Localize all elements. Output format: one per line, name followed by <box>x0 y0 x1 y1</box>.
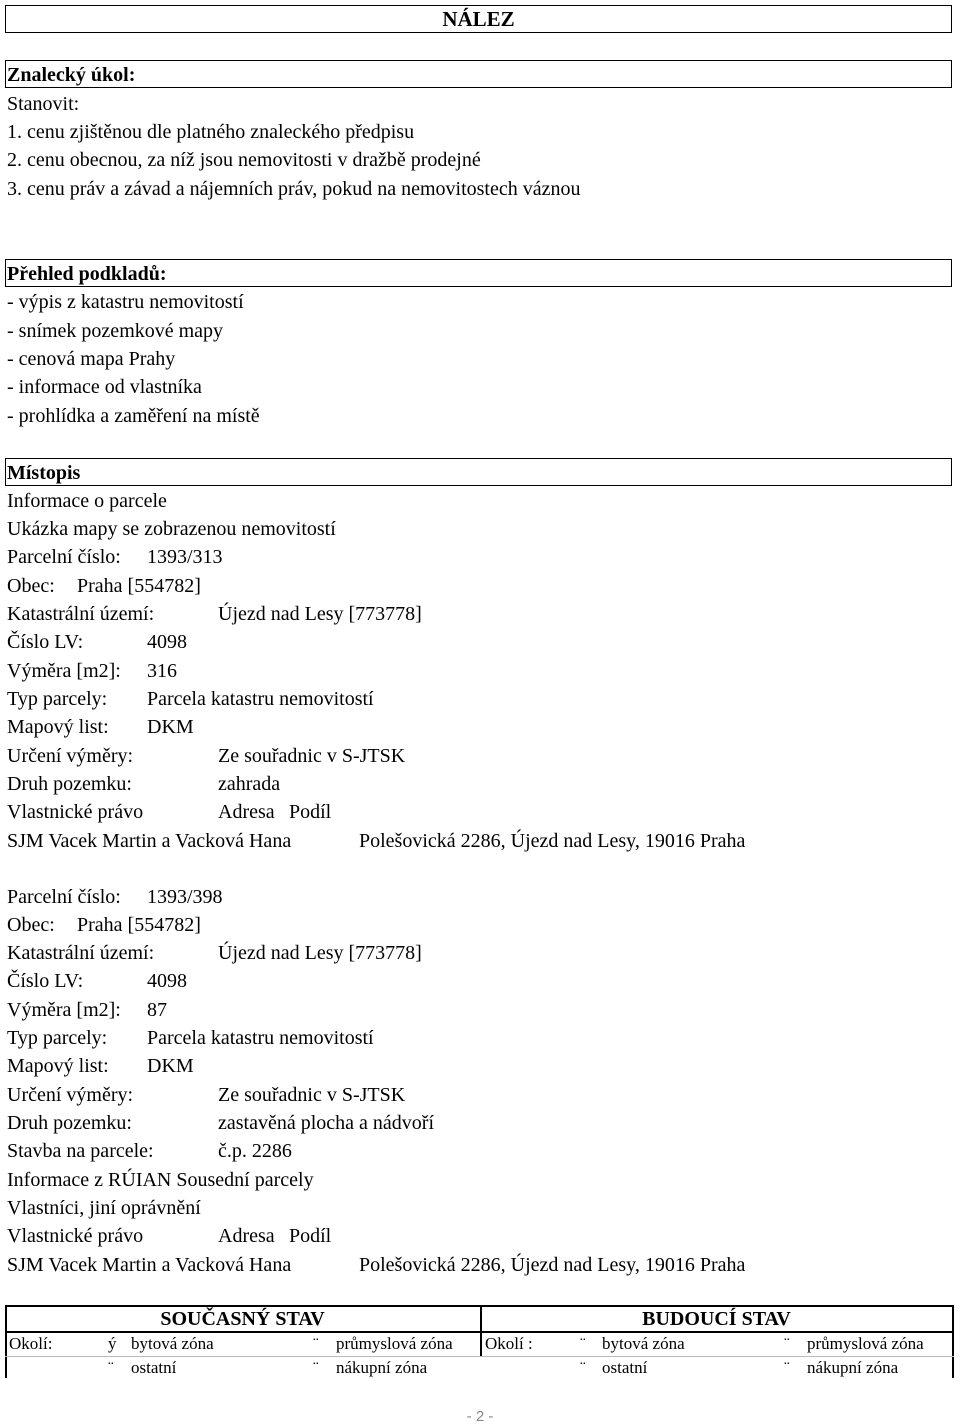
parcel1-ku-label: Katastrální území: <box>7 603 155 625</box>
future-prumysl-label: průmyslová zóna <box>807 1334 924 1353</box>
parcel1-druh: zahrada <box>218 773 281 795</box>
parcel1-list: DKM <box>147 716 194 738</box>
future-nakupni-label: nákupní zóna <box>807 1358 899 1377</box>
podklady-item-2: - snímek pozemkové mapy <box>7 320 224 342</box>
parcel2-druh: zastavěná plocha a nádvoří <box>218 1112 435 1134</box>
page-title: NÁLEZ <box>5 5 952 33</box>
future-nakupni-checkbox: ¨ <box>784 1358 790 1377</box>
parcel1-obec-label: Obec: <box>7 575 55 597</box>
current-prumysl-label: průmyslová zóna <box>336 1334 453 1353</box>
parcel1-vymera: 316 <box>147 660 177 682</box>
parcel2-adresa-label: Adresa <box>218 1225 275 1247</box>
parcel1-owner: SJM Vacek Martin a Vacková Hana <box>7 830 292 852</box>
stav-right-border <box>952 1305 954 1378</box>
parcel2-urceni: Ze souřadnic v S-JTSK <box>218 1084 406 1106</box>
current-ostatni-label: ostatní <box>131 1358 177 1377</box>
parcel2-typ: Parcela katastru nemovitostí <box>147 1027 374 1049</box>
parcel2-ku-label: Katastrální území: <box>7 942 155 964</box>
parcel1-druh-label: Druh pozemku: <box>7 773 132 795</box>
parcel1-adresa-label: Adresa <box>218 801 275 823</box>
podklady-item-5: - prohlídka a zaměření na místě <box>7 405 260 427</box>
podklady-item-4: - informace od vlastníka <box>7 376 202 398</box>
current-okoli-label: Okolí: <box>9 1334 53 1353</box>
parcel2-lv-label: Číslo LV: <box>7 970 84 992</box>
parcel2-cislo-label: Parcelní číslo: <box>7 886 121 908</box>
parcel2-ku: Újezd nad Lesy [773778] <box>218 942 422 964</box>
section-box-znalecky-ukol <box>5 60 952 88</box>
parcel2-cislo: 1393/398 <box>147 886 223 908</box>
parcel2-stavba-label: Stavba na parcele: <box>7 1140 154 1162</box>
parcel2-podil-label: Podíl <box>289 1225 332 1247</box>
current-nakupni-label: nákupní zóna <box>336 1358 428 1377</box>
future-bytova-checkbox: ¨ <box>580 1334 586 1353</box>
parcel1-vymera-label: Výměra [m2]: <box>7 660 121 682</box>
parcel1-vp-label: Vlastnické právo <box>7 801 144 823</box>
parcel2-lv: 4098 <box>147 970 187 992</box>
parcel1-ku: Újezd nad Lesy [773778] <box>218 603 422 625</box>
current-bytova-label: bytová zóna <box>131 1334 214 1353</box>
parcel1-cislo: 1393/313 <box>147 546 223 568</box>
parcel2-vlastnici: Vlastníci, jiní oprávnění <box>7 1197 201 1219</box>
parcel1-obec: Praha [554782] <box>77 575 201 597</box>
parcel1-urceni: Ze souřadnic v S-JTSK <box>218 745 406 767</box>
parcel2-stavba: č.p. 2286 <box>218 1140 292 1162</box>
parcel2-vymera: 87 <box>147 999 167 1021</box>
parcel2-list-label: Mapový list: <box>7 1055 109 1077</box>
parcel1-typ-label: Typ parcely: <box>7 688 108 710</box>
znalecky-ukol-heading: Znalecký úkol: <box>7 64 136 86</box>
podklady-item-1: - výpis z katastru nemovitostí <box>7 291 244 313</box>
parcel1-address: Polešovická 2286, Újezd nad Lesy, 19016 Praha <box>359 830 746 852</box>
ukol-item-2: 2. cenu obecnou, za níž jsou nemovitosti v dražbě prodejné <box>7 149 481 171</box>
parcel2-vymera-label: Výměra [m2]: <box>7 999 121 1021</box>
mistopis-heading: Místopis <box>7 462 81 484</box>
parcel1-list-label: Mapový list: <box>7 716 109 738</box>
parcel2-address: Polešovická 2286, Újezd nad Lesy, 19016 Praha <box>359 1254 746 1276</box>
parcel2-obec: Praha [554782] <box>77 914 201 936</box>
parcel2-druh-label: Druh pozemku: <box>7 1112 132 1134</box>
current-state-heading: SOUČASNÝ STAV <box>160 1308 325 1330</box>
podklady-item-3: - cenová mapa Prahy <box>7 348 176 370</box>
future-bytova-label: bytová zóna <box>602 1334 685 1353</box>
podklady-heading: Přehled podkladů: <box>7 263 167 285</box>
parcel1-cislo-label: Parcelní číslo: <box>7 546 121 568</box>
current-nakupni-checkbox: ¨ <box>313 1358 319 1377</box>
mistopis-line-2: Ukázka mapy se zobrazenou nemovitostí <box>7 518 336 540</box>
parcel1-typ: Parcela katastru nemovitostí <box>147 688 374 710</box>
parcel2-list: DKM <box>147 1055 194 1077</box>
future-prumysl-checkbox: ¨ <box>784 1334 790 1353</box>
parcel2-vp-label: Vlastnické právo <box>7 1225 144 1247</box>
future-okoli-label: Okolí : <box>485 1334 533 1353</box>
parcel2-typ-label: Typ parcely: <box>7 1027 108 1049</box>
future-ostatni-checkbox: ¨ <box>580 1358 586 1377</box>
ukol-item-1: 1. cenu zjištěnou dle platného znaleckého předpisu <box>7 121 415 143</box>
parcel1-lv-label: Číslo LV: <box>7 631 84 653</box>
mistopis-line-1: Informace o parcele <box>7 490 167 512</box>
parcel1-lv: 4098 <box>147 631 187 653</box>
section-box-mistopis <box>5 458 952 486</box>
parcel1-podil-label: Podíl <box>289 801 332 823</box>
parcel2-owner: SJM Vacek Martin a Vacková Hana <box>7 1254 292 1276</box>
future-state-heading: BUDOUCÍ STAV <box>642 1308 791 1330</box>
current-ostatni-checkbox: ¨ <box>108 1358 114 1377</box>
znalecky-ukol-intro: Stanovit: <box>7 93 80 115</box>
parcel2-urceni-label: Určení výměry: <box>7 1084 134 1106</box>
parcel2-obec-label: Obec: <box>7 914 55 936</box>
current-prumysl-checkbox: ¨ <box>313 1334 319 1353</box>
current-bytova-checkbox: ý <box>108 1334 117 1353</box>
future-ostatni-label: ostatní <box>602 1358 648 1377</box>
ukol-item-3: 3. cenu práv a závad a nájemních práv, pokud na nemovitostech váznou <box>7 178 581 200</box>
parcel2-ruian: Informace z RÚIAN Sousední parcely <box>7 1169 314 1191</box>
parcel1-urceni-label: Určení výměry: <box>7 745 134 767</box>
page-number: - 2 - <box>466 1408 494 1425</box>
